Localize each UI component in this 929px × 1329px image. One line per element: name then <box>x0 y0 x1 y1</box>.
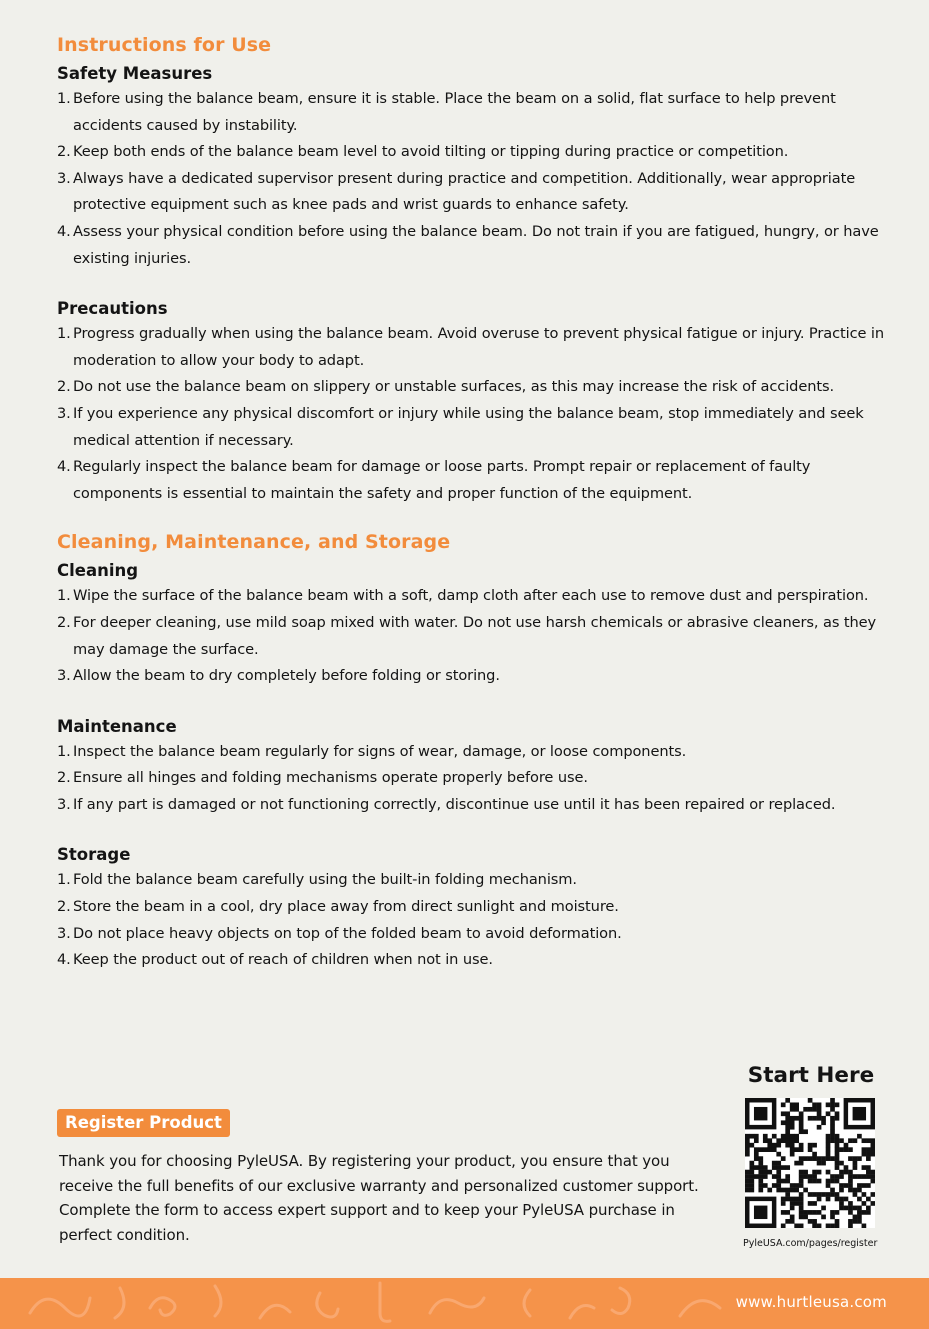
list-item: 2. Do not use the balance beam on slippery or unstable surfaces, as this may increase the risk of accidents. <box>57 378 835 396</box>
list-item: 2. Ensure all hinges and folding mechanisms operate properly before use. <box>57 769 588 787</box>
list-item: 3. Allow the beam to dry completely before folding or storing. <box>57 667 500 685</box>
main-content <box>57 32 887 974</box>
list-item: 2. Store the beam in a cool, dry place away from direct sunlight and moisture. <box>57 898 619 916</box>
list-item: 3. If any part is damaged or not functioning correctly, discontinue use until it has been repaired or replaced. <box>57 795 836 813</box>
register-url[interactable]: PyleUSA.com/pages/register <box>743 1238 878 1249</box>
footer-bar <box>0 1278 929 1329</box>
subheading-precautions: Precautions <box>57 299 168 319</box>
list-item: 1. Wipe the surface of the balance beam with a soft, damp cloth after each use to remove dust and perspiration. <box>57 587 869 605</box>
qr-title: Start Here <box>747 1063 875 1088</box>
list-item: 1. Fold the balance beam carefully using the built-in folding mechanism. <box>57 871 577 889</box>
precautions-list <box>57 321 887 507</box>
section-title-cleaning: Cleaning, Maintenance, and Storage <box>57 531 451 554</box>
register-product-badge[interactable]: Register Product <box>57 1109 230 1137</box>
list-item: 3. Always have a dedicated supervisor present during practice and competition. Additionally, wear appropriate protective equipment such as knee pads and wrist guards to enhance safety. <box>57 169 856 214</box>
maintenance-list <box>57 739 887 819</box>
safety-measures-list <box>57 86 887 272</box>
footer-website-link[interactable]: www.hurtleusa.com <box>735 1293 887 1311</box>
list-item: 2. Keep both ends of the balance beam level to avoid tilting or tipping during practice or competition. <box>57 143 789 161</box>
storage-list <box>57 867 887 973</box>
section-title-instructions: Instructions for Use <box>57 34 272 56</box>
list-item: 1. Before using the balance beam, ensure it is stable. Place the beam on a solid, flat surface to help prevent accidents caused by instability. <box>57 90 836 134</box>
list-item: 4. Keep the product out of reach of children when not in use. <box>57 951 493 969</box>
list-item: 1. Progress gradually when using the balance beam. Avoid overuse to prevent physical fatigue or injury. Practice in moderation to allow your body to adapt. <box>57 325 885 369</box>
list-item: 4. Regularly inspect the balance beam for damage or loose parts. Prompt repair or replacement of faulty components is essential to maintain the safety and proper function of the equipment. <box>57 458 811 502</box>
cleaning-list <box>57 583 887 689</box>
subheading-safety-measures: Safety Measures <box>57 64 213 83</box>
list-item: 3. Do not place heavy objects on top of the folded beam to avoid deformation. <box>57 924 622 942</box>
register-description: Thank you for choosing PyleUSA. By registering your product, you ensure that you receive the full benefits of our exclusive warranty and personalized customer support. Complete the form to access expert support and to keep your PyleUSA purchase in perfect condition. <box>59 1152 699 1244</box>
subheading-storage: Storage <box>57 845 131 865</box>
qr-code-icon[interactable] <box>745 1098 875 1228</box>
subheading-maintenance: Maintenance <box>57 716 177 736</box>
list-item: 3. If you experience any physical discomfort or injury while using the balance beam, stop immediately and seek medical attention if necessary. <box>57 404 864 449</box>
list-item: 4. Assess your physical condition before using the balance beam. Do not train if you are fatigued, hungry, or have existing injuries. <box>57 222 879 267</box>
qr-block <box>745 1062 877 1249</box>
list-item: 1. Inspect the balance beam regularly for signs of wear, damage, or loose components. <box>57 742 687 760</box>
subheading-cleaning: Cleaning <box>57 561 139 581</box>
list-item: 2. For deeper cleaning, use mild soap mixed with water. Do not use harsh chemicals or abrasive cleaners, as they may damage the surface. <box>57 613 877 658</box>
